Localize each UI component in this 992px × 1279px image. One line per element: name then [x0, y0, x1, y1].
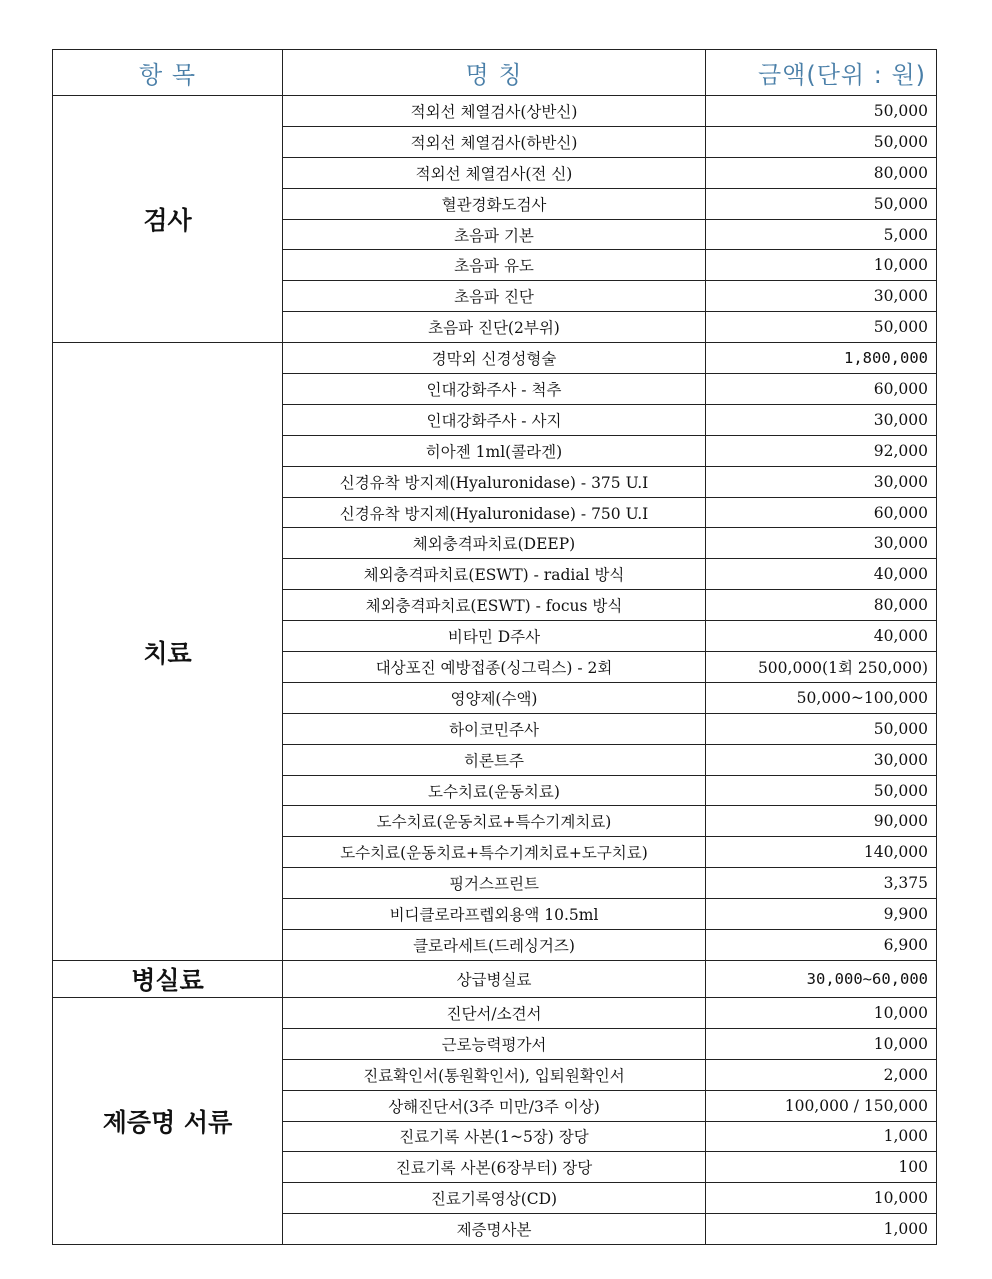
item-amount-cell: 3,375 — [706, 868, 937, 899]
item-name-cell: 적외선 체열검사(상반신) — [283, 96, 706, 127]
item-amount-cell: 40,000 — [706, 621, 937, 652]
item-amount-cell: 100,000 / 150,000 — [706, 1090, 937, 1121]
item-name-cell: 신경유착 방지제(Hyaluronidase) - 375 U.I — [283, 466, 706, 497]
item-name-cell: 비디클로라프렙외용액 10.5ml — [283, 899, 706, 930]
item-amount-cell: 2,000 — [706, 1059, 937, 1090]
item-name-cell: 진료확인서(통원확인서), 입퇴원확인서 — [283, 1059, 706, 1090]
item-amount-cell: 50,000 — [706, 775, 937, 806]
item-name-cell: 제증명사본 — [283, 1214, 706, 1245]
item-name-cell: 초음파 진단(2부위) — [283, 312, 706, 343]
item-amount-cell: 10,000 — [706, 1183, 937, 1214]
item-amount-cell: 1,000 — [706, 1214, 937, 1245]
item-amount-cell: 80,000 — [706, 590, 937, 621]
item-amount-cell: 80,000 — [706, 157, 937, 188]
item-amount-cell: 1,800,000 — [706, 343, 937, 374]
fee-table — [52, 49, 937, 1245]
item-name-cell: 근로능력평가서 — [283, 1028, 706, 1059]
item-amount-cell: 30,000 — [706, 528, 937, 559]
item-name-cell: 대상포진 예방접종(싱그릭스) - 2회 — [283, 652, 706, 683]
item-amount-cell: 30,000~60,000 — [706, 960, 937, 997]
item-name-cell: 도수치료(운동치료+특수기계치료) — [283, 806, 706, 837]
item-name-cell: 신경유착 방지제(Hyaluronidase) - 750 U.I — [283, 497, 706, 528]
item-name-cell: 체외충격파치료(ESWT) - focus 방식 — [283, 590, 706, 621]
item-amount-cell: 50,000 — [706, 126, 937, 157]
item-name-cell: 경막외 신경성형술 — [283, 343, 706, 374]
item-name-cell: 체외충격파치료(ESWT) - radial 방식 — [283, 559, 706, 590]
item-amount-cell: 92,000 — [706, 435, 937, 466]
item-name-cell: 상해진단서(3주 미만/3주 이상) — [283, 1090, 706, 1121]
category-cell: 검사 — [53, 96, 283, 343]
item-name-cell: 히론트주 — [283, 744, 706, 775]
item-name-cell: 초음파 유도 — [283, 250, 706, 281]
header-category: 항 목 — [53, 50, 283, 96]
item-name-cell: 진료기록영상(CD) — [283, 1183, 706, 1214]
table-row — [53, 997, 937, 1028]
item-amount-cell: 5,000 — [706, 219, 937, 250]
item-name-cell: 인대강화주사 - 사지 — [283, 404, 706, 435]
item-amount-cell: 30,000 — [706, 744, 937, 775]
item-name-cell: 인대강화주사 - 척추 — [283, 374, 706, 405]
item-amount-cell: 140,000 — [706, 837, 937, 868]
item-amount-cell: 90,000 — [706, 806, 937, 837]
item-name-cell: 하이코민주사 — [283, 713, 706, 744]
item-amount-cell: 60,000 — [706, 497, 937, 528]
item-name-cell: 적외선 체열검사(하반신) — [283, 126, 706, 157]
item-amount-cell: 6,900 — [706, 930, 937, 961]
item-amount-cell: 40,000 — [706, 559, 937, 590]
item-name-cell: 초음파 진단 — [283, 281, 706, 312]
item-name-cell: 진료기록 사본(6장부터) 장당 — [283, 1152, 706, 1183]
item-name-cell: 클로라세트(드레싱거즈) — [283, 930, 706, 961]
item-amount-cell: 1,000 — [706, 1121, 937, 1152]
item-amount-cell: 30,000 — [706, 281, 937, 312]
item-name-cell: 도수치료(운동치료) — [283, 775, 706, 806]
item-amount-cell: 30,000 — [706, 466, 937, 497]
header-amount: 금액(단위 : 원) — [706, 50, 937, 96]
item-amount-cell: 60,000 — [706, 374, 937, 405]
table-row — [53, 96, 937, 127]
item-name-cell: 진단서/소견서 — [283, 997, 706, 1028]
item-amount-cell: 10,000 — [706, 1028, 937, 1059]
item-amount-cell: 50,000 — [706, 188, 937, 219]
fee-table-body — [53, 96, 937, 1245]
item-name-cell: 체외충격파치료(DEEP) — [283, 528, 706, 559]
header-row — [53, 50, 937, 96]
item-name-cell: 영양제(수액) — [283, 682, 706, 713]
item-amount-cell: 500,000(1회 250,000) — [706, 652, 937, 683]
item-amount-cell: 50,000~100,000 — [706, 682, 937, 713]
category-cell: 병실료 — [53, 960, 283, 997]
item-amount-cell: 50,000 — [706, 312, 937, 343]
category-cell: 치료 — [53, 343, 283, 961]
item-amount-cell: 50,000 — [706, 96, 937, 127]
item-amount-cell: 100 — [706, 1152, 937, 1183]
item-name-cell: 도수치료(운동치료+특수기계치료+도구치료) — [283, 837, 706, 868]
item-amount-cell: 9,900 — [706, 899, 937, 930]
category-cell: 제증명 서류 — [53, 997, 283, 1244]
table-row — [53, 343, 937, 374]
item-amount-cell: 50,000 — [706, 713, 937, 744]
item-amount-cell: 10,000 — [706, 997, 937, 1028]
item-amount-cell: 30,000 — [706, 404, 937, 435]
item-name-cell: 상급병실료 — [283, 960, 706, 997]
table-row — [53, 960, 937, 997]
item-name-cell: 초음파 기본 — [283, 219, 706, 250]
item-amount-cell: 10,000 — [706, 250, 937, 281]
item-name-cell: 적외선 체열검사(전 신) — [283, 157, 706, 188]
item-name-cell: 비타민 D주사 — [283, 621, 706, 652]
item-name-cell: 히아젠 1ml(콜라겐) — [283, 435, 706, 466]
header-name: 명 칭 — [283, 50, 706, 96]
item-name-cell: 진료기록 사본(1~5장) 장당 — [283, 1121, 706, 1152]
item-name-cell: 혈관경화도검사 — [283, 188, 706, 219]
item-name-cell: 핑거스프린트 — [283, 868, 706, 899]
